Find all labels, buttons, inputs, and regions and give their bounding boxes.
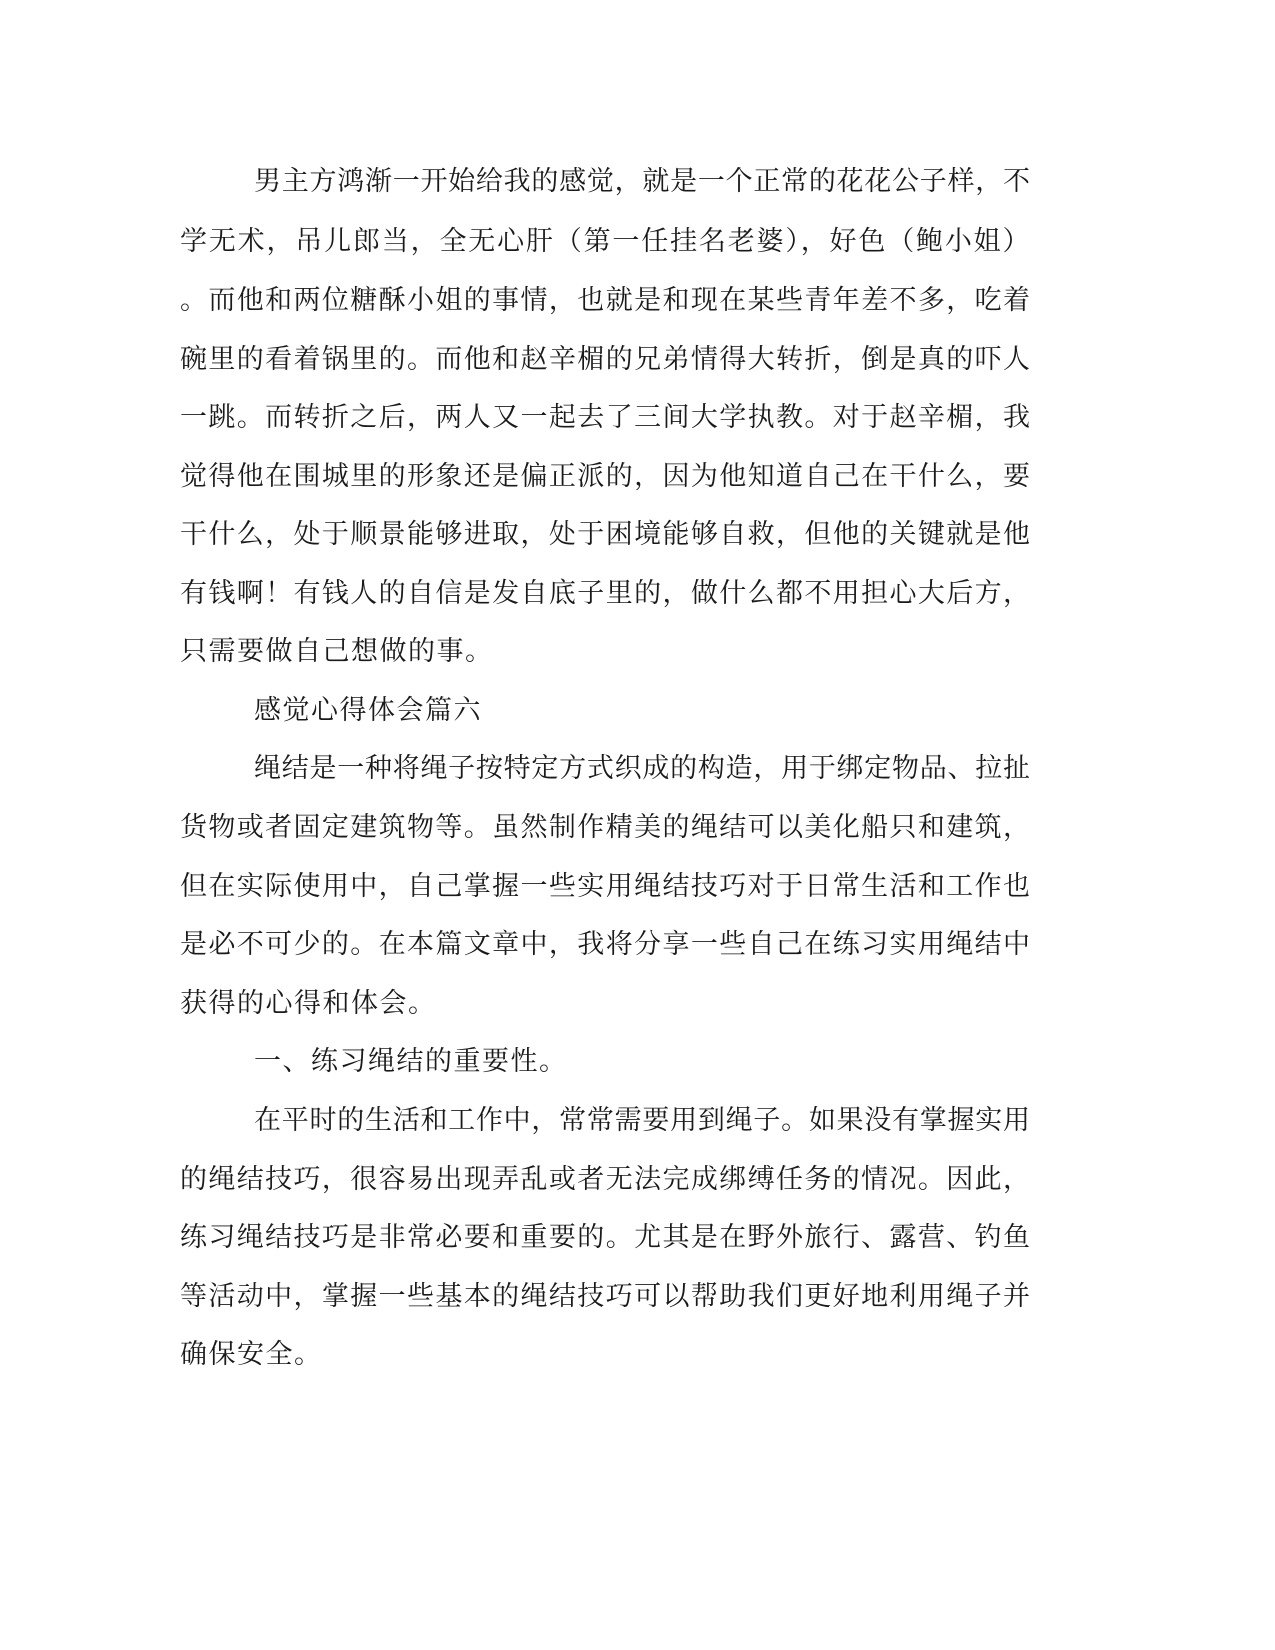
text-line: 但在实际使用中，自己掌握一些实用绳结技巧对于日常生活和工作也 <box>180 871 1032 902</box>
text-line: 男主方鸿渐一开始给我的感觉，就是一个正常的花花公子样，不 <box>254 166 1031 197</box>
text-line: 等活动中，掌握一些基本的绳结技巧可以帮助我们更好地利用绳子并 <box>180 1281 1032 1312</box>
text-line: 的绳结技巧，很容易出现弄乱或者无法完成绑缚任务的情况。因此， <box>180 1164 1032 1195</box>
text-line: 学无术，吊儿郎当，全无心肝（第一任挂名老婆），好色（鲍小姐） <box>180 226 1032 257</box>
section-heading: 感觉心得体会篇六 <box>254 695 482 726</box>
text-line: 确保安全。 <box>180 1339 323 1370</box>
text-line: 在平时的生活和工作中，常常需要用到绳子。如果没有掌握实用 <box>254 1105 1031 1136</box>
text-line: 只需要做自己想做的事。 <box>180 636 494 667</box>
text-line: 干什么，处于顺景能够进取，处于困境能够自救，但他的关键就是他 <box>180 519 1032 550</box>
text-line: 获得的心得和体会。 <box>180 988 437 1019</box>
text-line: 是必不可少的。在本篇文章中，我将分享一些自己在练习实用绳结中 <box>180 929 1032 960</box>
text-line: 练习绳结技巧是非常必要和重要的。尤其是在野外旅行、露营、钓鱼 <box>180 1222 1032 1253</box>
text-line: 绳结是一种将绳子按特定方式织成的构造，用于绑定物品、拉扯 <box>254 753 1031 784</box>
subsection-heading: 一、练习绳结的重要性。 <box>254 1046 568 1077</box>
text-line: 碗里的看着锅里的。而他和赵辛楣的兄弟情得大转折，倒是真的吓人 <box>180 344 1032 375</box>
text-line: 觉得他在围城里的形象还是偏正派的，因为他知道自己在干什么，要 <box>180 461 1032 492</box>
text-line: 货物或者固定建筑物等。虽然制作精美的绳结可以美化船只和建筑， <box>180 812 1032 843</box>
text-line: 。而他和两位糖酥小姐的事情，也就是和现在某些青年差不多，吃着 <box>180 285 1032 316</box>
text-line: 有钱啊！有钱人的自信是发自底子里的，做什么都不用担心大后方， <box>180 578 1032 609</box>
text-line: 一跳。而转折之后，两人又一起去了三间大学执教。对于赵辛楣，我 <box>180 402 1032 433</box>
